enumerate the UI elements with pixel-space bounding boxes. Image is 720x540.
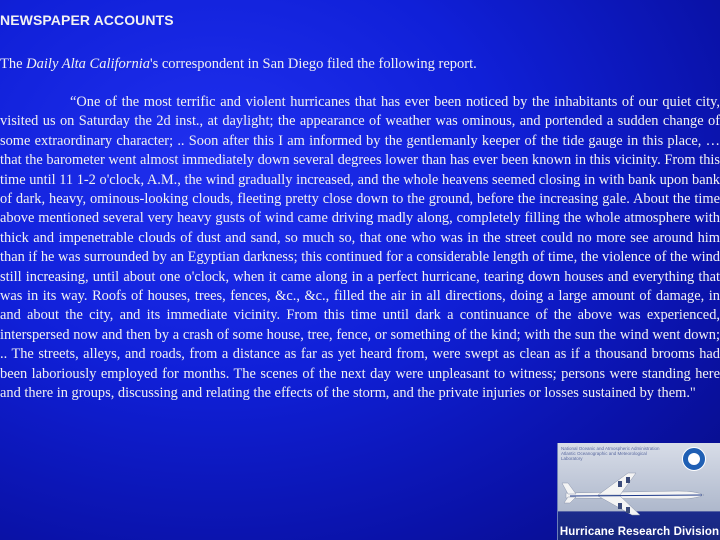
newspaper-name: Daily Alta California: [26, 56, 150, 72]
hurricane-research-division-logo: [557, 443, 720, 540]
agency-names: [561, 446, 669, 461]
noaa-emblem-icon: [682, 447, 706, 471]
intro-before: The: [0, 56, 27, 72]
agency-line: National Oceanic and Atmospheric Administration: [561, 446, 660, 451]
intro-after: 's correspondent in San Diego filed the following report.: [149, 56, 477, 72]
quoted-report: “One of the most terrific and violent hurricanes that has ever been noticed by the inhabitants of our quiet city, visited us on Saturday the 2d inst., at daylight; the appearance of weather was ominous, and portended a sudden change of some extraordinary character; .. Soon after this I am informed by the gentlemanly keeper of the tide gauge in this place, … that the barometer went almost immediately down several degrees lower than has ever been known in this vicinity. From this time until 11 1-2 o'clock, A.M., the wind gradually increased, and the whole heavens seemed closing in with bank upon bank of dark, heavy, ominous-looking clouds, fleeting pretty close down to the ground, before the increasing gale. About the time above mentioned several very heavy gusts of wind came driving madly along, completely filling the whole atmosphere with thick and impenetrable clouds of dust and sand, so much so, that one who was in the street could no more see around him than if he was surrounded by an Egyptian darkness; this continued for a considerable length of time, the violence of the wind still increasing, until about one o'clock, when it came along in a perfect hurricane, tearing down houses and everything that was in its way. Roofs of houses, trees, fences, &c., &c., filled the air in all directions, doing a large amount of damage, in and about the city, and its immediate vicinity. From this time until dark a continuance of the above was experienced, interspersed now and then by a crash of some house, tree, fence, or something of the kind; with the sun the wind went down; .. The streets, alleys, and roads, from a distance as far as yet heard from, were swept as clean as if a thousand brooms had been laboriously employed for months. The scenes of the next day were unpleasant to witness; persons were standing here and there in groups, discussing and relating the effects of the storm, and the private injuries or losses sustained by them.": [0, 94, 720, 402]
intro-sentence: [0, 56, 715, 73]
logo-title: Hurricane Research Division: [559, 526, 720, 538]
agency-line: Atlantic Oceanographic and Meteorological Laboratory: [561, 451, 647, 461]
slide-heading: NEWSPAPER ACCOUNTS: [0, 12, 174, 28]
